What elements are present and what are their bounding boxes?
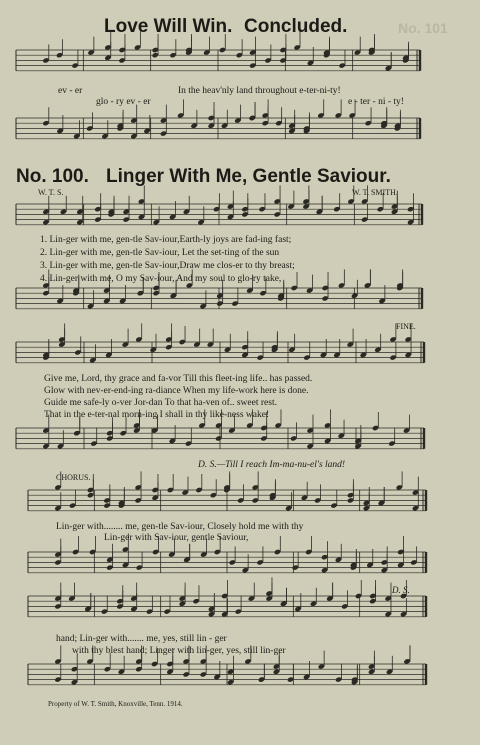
lyric-low1: glo - ry ev - er	[96, 97, 151, 107]
ds-marker: D. S.	[392, 585, 410, 595]
verse-1: 1. Lin-ger with me, gen-tle Sav-iour,Earth-ly joys are fad-ing fast;	[40, 235, 292, 245]
ghost-hymn-number: No. 101	[398, 20, 448, 36]
footer-copyright: Property of W. T. Smith, Knoxville, Tenn. 1914.	[48, 700, 183, 708]
hymn-title: Linger With Me, Gentle Saviour.	[106, 166, 391, 187]
verse-4: 4. Lin-ger with me, O my Sav-iour, And my soul to glo-ry take,	[40, 274, 282, 284]
fine-marker: FINE.	[396, 322, 416, 331]
hymn-number: No. 100.	[16, 166, 89, 187]
verse-3b: Guide me safe-ly o-ver Jor-dan To that ha-ven of.. sweet rest.	[44, 398, 277, 408]
verse-2b: Glow with nev-er-end-ing ra-diance When my life-work here is done.	[44, 386, 309, 396]
author-right: W. T. SMITH.	[352, 188, 398, 197]
chorus-line-1b: Lin-ger with Sav-iour, gentle Saviour,	[104, 533, 249, 543]
lyric-low2: e - ter - ni - ty!	[348, 97, 404, 107]
lyric-mid: In the heav'nly land throughout e-ter-ni-ty!	[178, 86, 341, 96]
verse-1b: Give me, Lord, thy grace and fa-vor Till this fleet-ing life.. has passed.	[44, 374, 313, 384]
chorus-line-2b: with thy blest hand; Linger with lin-ger, yes, still lin-ger	[72, 646, 286, 656]
verse-3: 3. Lin-ger with me, gen-tle Sav-iour,Draw me clos-er to thy breast;	[40, 261, 295, 271]
top-hymn-title: Love Will Win.	[104, 16, 233, 37]
verse-2: 2. Lin-ger with me, gen-tle Sav-iour, Let the set-ting of the sun	[40, 248, 280, 258]
chorus-line-2: hand; Lin-ger with....... me, yes, still lin - ger	[56, 634, 227, 644]
verse-4b: That in the e-ter-nal morn-ing I shall in thy like-ness wake!	[44, 410, 270, 420]
top-hymn-subtitle: Concluded.	[244, 16, 348, 37]
lyric-top: ev - er	[58, 86, 83, 96]
author-left: W. T. S.	[38, 188, 64, 197]
ds-line: D. S.—Till I reach Im-ma-nu-el's land!	[198, 460, 346, 470]
chorus-line-1: Lin-ger with........ me, gen-tle Sav-iour, Closely hold me with thy	[56, 522, 304, 532]
chorus-label: CHORUS.	[56, 473, 91, 482]
